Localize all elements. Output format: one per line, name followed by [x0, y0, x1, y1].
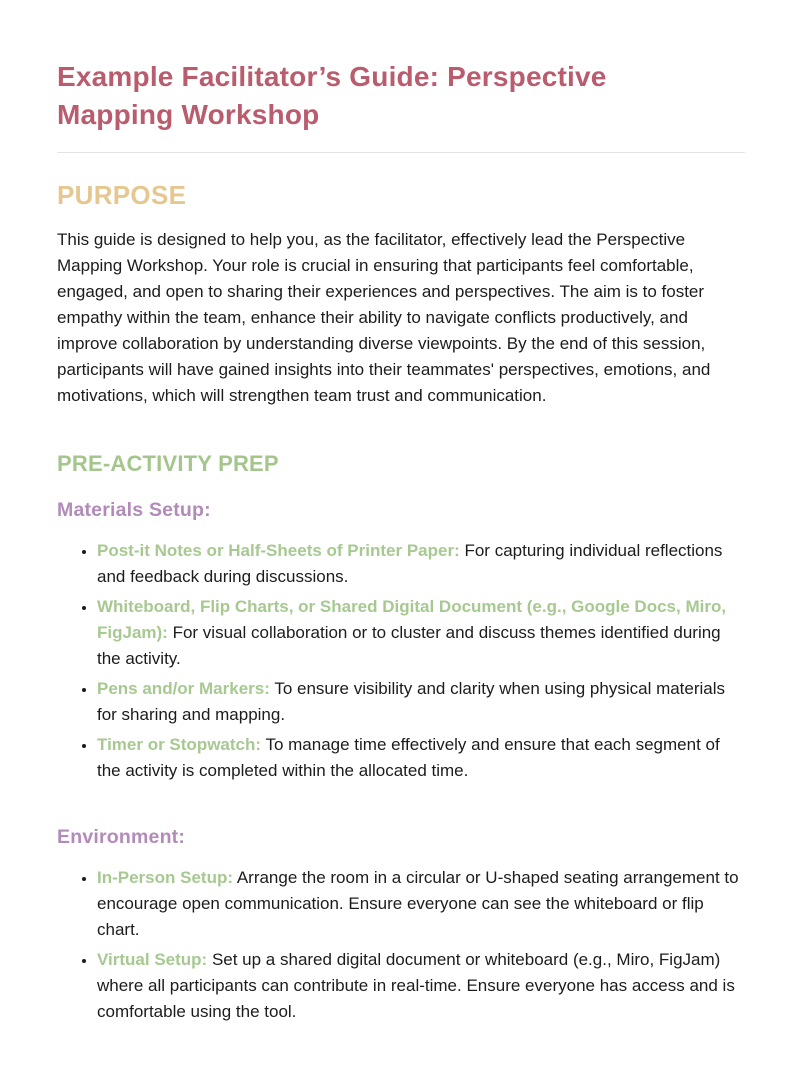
- list-item: [97, 594, 745, 672]
- list-item-lead: Post-it Notes or Half-Sheets of Printer Paper:: [97, 540, 460, 560]
- materials-list: [57, 538, 745, 784]
- list-item-text: Arrange the room in a circular or U-shaped seating arrangement to encourage open communication. Ensure everyone can see the whiteboard or flip chart.: [97, 867, 739, 939]
- list-item-lead: Pens and/or Markers:: [97, 678, 270, 698]
- list-item-lead: In-Person Setup:: [97, 867, 234, 887]
- list-item: [97, 538, 745, 590]
- list-item-text: To ensure visibility and clarity when using physical materials for sharing and mapping.: [97, 678, 726, 724]
- pre-activity-prep-heading: PRE-ACTIVITY PREP: [57, 450, 279, 476]
- list-item-text: To manage time effectively and ensure that each segment of the activity is completed within the allocated time.: [97, 734, 720, 780]
- page-title: Example Facilitator’s Guide: Perspective Mapping Workshop: [57, 61, 607, 130]
- purpose-heading: PURPOSE: [57, 179, 187, 210]
- list-item: [97, 676, 745, 728]
- divider: [57, 152, 745, 153]
- list-item-text: For visual collaboration or to cluster and discuss themes identified during the activity.: [97, 622, 721, 668]
- list-item-text: Set up a shared digital document or whiteboard (e.g., Miro, FigJam) where all participants can contribute in real-time. Ensure everyone has access and is comfortable using the tool.: [97, 949, 735, 1021]
- purpose-body: This guide is designed to help you, as the facilitator, effectively lead the Perspective Mapping Workshop. Your role is crucial in ensuring that participants feel comfortable, engaged, and open to sharing their experiences and perspectives. The aim is to foster empathy within the team, enhance their ability to navigate conflicts productively, and improve collaboration by understanding diverse viewpoints. By the end of this session, participants will have gained insights into their teammates' perspectives, emotions, and motivations, which will strengthen team trust and communication.: [57, 229, 711, 405]
- list-item: [97, 732, 745, 784]
- list-item: [97, 865, 745, 943]
- list-item: [97, 947, 745, 1025]
- materials-setup-heading: Materials Setup:: [57, 498, 211, 521]
- environment-heading: Environment:: [57, 825, 186, 848]
- list-item-lead: Timer or Stopwatch:: [97, 734, 262, 754]
- list-item-lead: Virtual Setup:: [97, 949, 208, 969]
- list-item-text: For capturing individual reflections and feedback during discussions.: [97, 540, 723, 586]
- list-item-lead: Whiteboard, Flip Charts, or Shared Digital Document (e.g., Google Docs, Miro, FigJam):: [97, 596, 727, 642]
- environment-list: [57, 865, 745, 1025]
